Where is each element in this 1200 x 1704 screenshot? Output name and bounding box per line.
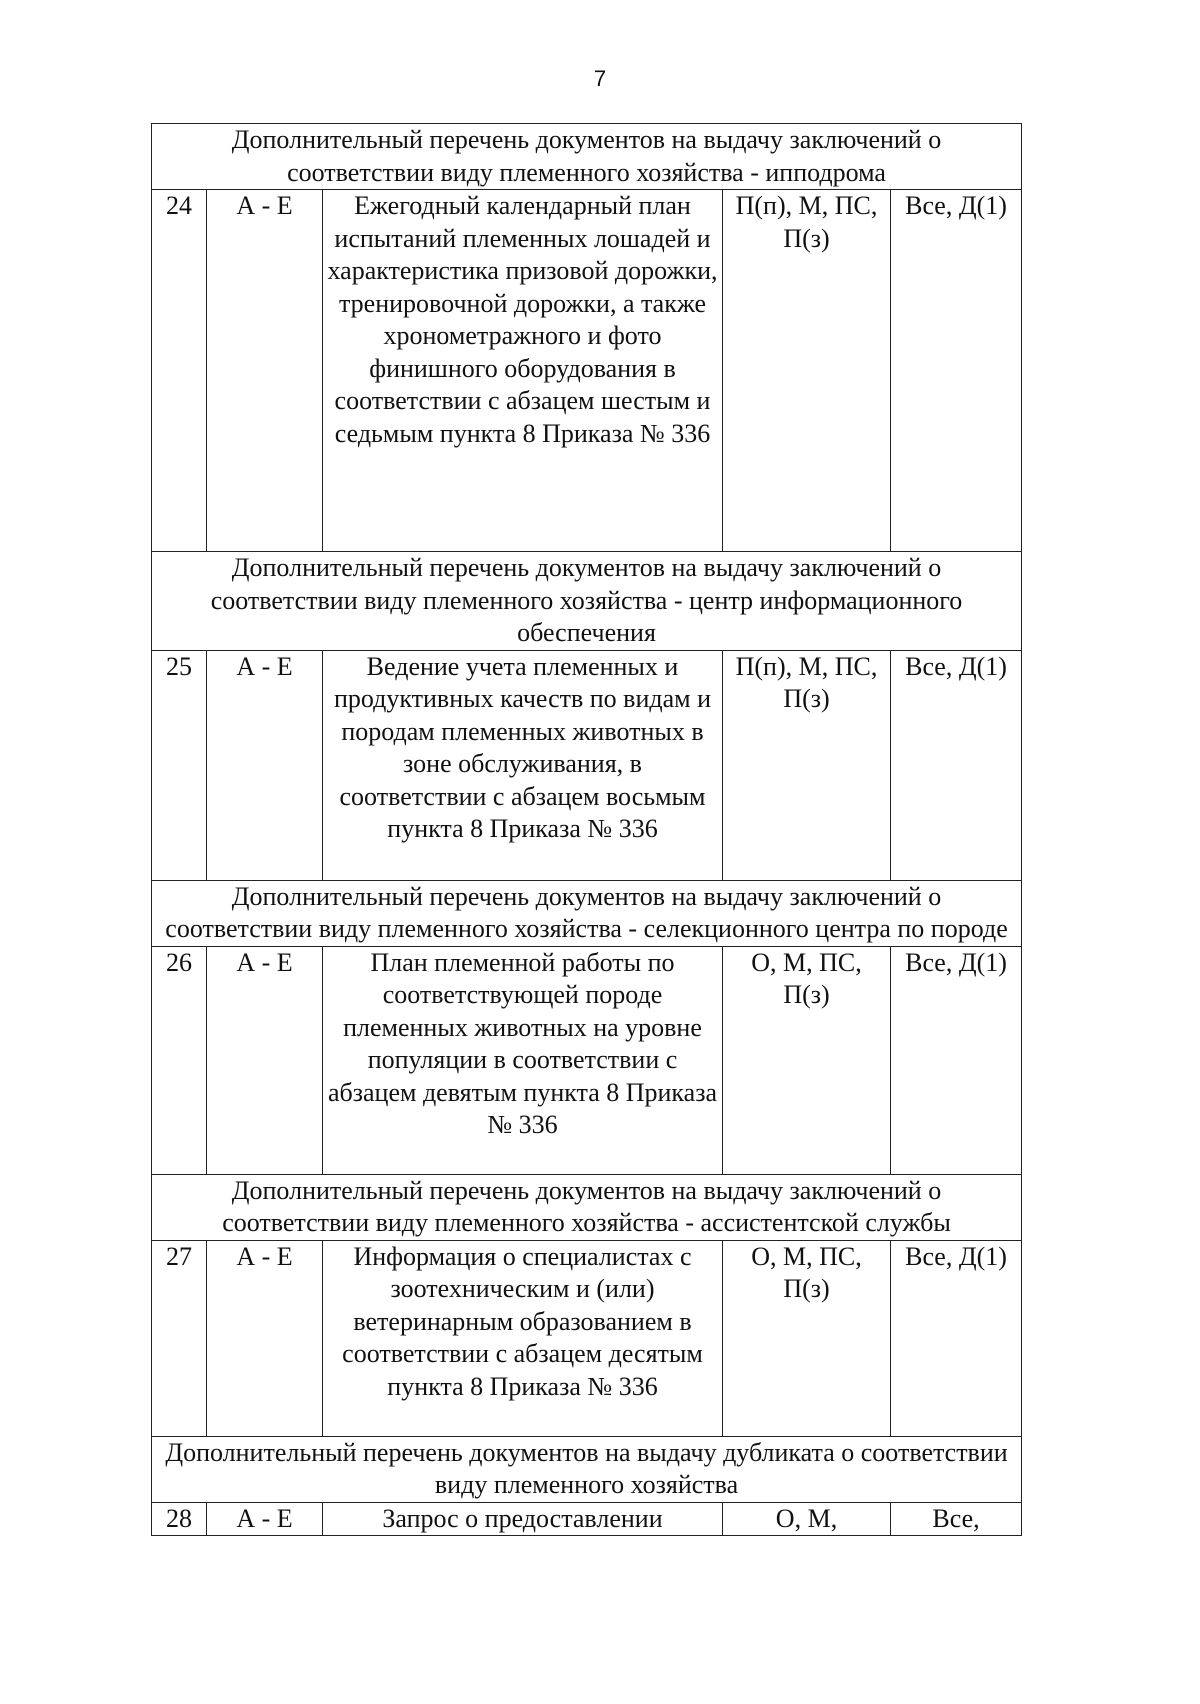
row-document: Информация о специалистах с зоотехническим и (или) ветеринарным образованием в соответствии с абзацем десятым пункта 8 Приказа № 336 (323, 1240, 723, 1436)
table-row (152, 1502, 1022, 1536)
row-scope: Все, Д(1) (891, 1240, 1022, 1436)
row-scope: Все, Д(1) (891, 946, 1022, 1174)
page-number: 7 (593, 66, 607, 91)
row-document: Ведение учета племенных и продуктивных качеств по видам и породам племенных животных в зоне обслуживания, в соответствии с абзацем восьмым пункта 8 Приказа № 336 (323, 650, 723, 880)
row-range: А - Е (207, 650, 323, 880)
table-row (152, 946, 1022, 1174)
section-heading: Дополнительный перечень документов на выдачу заключений о соответствии виду племенного хозяйства - ипподрома (152, 124, 1022, 190)
row-form: О, М, ПС, П(з) (723, 946, 891, 1174)
row-range: А - Е (207, 190, 323, 552)
row-number: 24 (152, 190, 207, 552)
row-range: А - Е (207, 946, 323, 1174)
documents-table (151, 123, 1022, 1536)
section-heading-row (152, 880, 1022, 946)
table-row (152, 650, 1022, 880)
row-number: 26 (152, 946, 207, 1174)
row-document: Ежегодный календарный план испытаний племенных лошадей и характеристика призовой дорожки, тренировочной дорожки, а также хронометражного и фото финишного оборудования в соответствии с абзацем шестым и седьмым пункта 8 Приказа № 336 (323, 190, 723, 552)
section-heading-row (152, 1436, 1022, 1502)
section-heading-row (152, 552, 1022, 651)
table-row (152, 1240, 1022, 1436)
table-row (152, 190, 1022, 552)
section-heading: Дополнительный перечень документов на выдачу заключений о соответствии виду племенного хозяйства - центр информационного обеспечения (152, 552, 1022, 651)
section-heading-row (152, 1174, 1022, 1240)
row-scope: Все, Д(1) (891, 190, 1022, 552)
row-document: Запрос о предоставлении (323, 1502, 723, 1536)
row-form: О, М, ПС, П(з) (723, 1240, 891, 1436)
section-heading: Дополнительный перечень документов на выдачу заключений о соответствии виду племенного хозяйства - ассистентской службы (152, 1174, 1022, 1240)
row-number: 28 (152, 1502, 207, 1536)
row-range: А - Е (207, 1502, 323, 1536)
row-form: О, М, (723, 1502, 891, 1536)
row-document: План племенной работы по соответствующей породе племенных животных на уровне популяции в соответствии с абзацем девятым пункта 8 Приказа № 336 (323, 946, 723, 1174)
row-form: П(п), М, ПС, П(з) (723, 190, 891, 552)
row-scope: Все, Д(1) (891, 650, 1022, 880)
section-heading-row (152, 124, 1022, 190)
section-heading: Дополнительный перечень документов на выдачу дубликата о соответствии виду племенного хозяйства (152, 1436, 1022, 1502)
section-heading: Дополнительный перечень документов на выдачу заключений о соответствии виду племенного хозяйства - селекционного центра по породе (152, 880, 1022, 946)
row-number: 27 (152, 1240, 207, 1436)
row-form: П(п), М, ПС, П(з) (723, 650, 891, 880)
row-number: 25 (152, 650, 207, 880)
row-scope: Все, (891, 1502, 1022, 1536)
row-range: А - Е (207, 1240, 323, 1436)
